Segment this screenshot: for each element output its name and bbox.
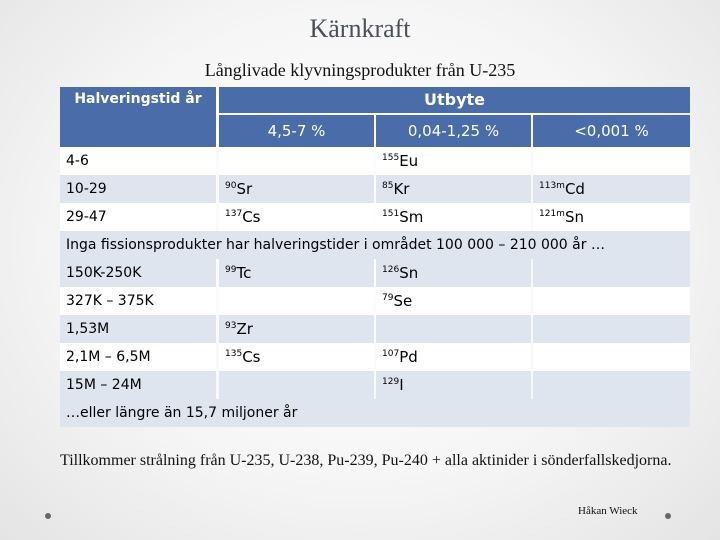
subheader-1-label: 4,5-7 %: [267, 122, 326, 140]
halftime-cell: 2,1M – 6,5M: [60, 343, 216, 371]
nuclide-cell: [219, 259, 374, 287]
note-1-text: Inga fissionsprodukter har halveringstider i området 100 000 – 210 000 år …: [66, 237, 605, 253]
nuclide-mass: 135: [225, 349, 243, 359]
nuclide-symbol: Zr: [236, 320, 253, 338]
nuclide-cell: [376, 343, 531, 371]
header-halveringstid-label: Halveringstid år: [74, 91, 202, 107]
subheader-2-label: 0,04-1,25 %: [407, 122, 500, 140]
nuclide-mass: 121m: [539, 209, 565, 219]
bullet-dot-right: [665, 513, 671, 519]
nuclide-symbol: Cs: [242, 208, 261, 226]
halftime-cell: 4-6: [60, 147, 216, 175]
nuclide-symbol: Eu: [399, 152, 419, 170]
empty-cell: [533, 287, 690, 315]
note-row-1: [60, 231, 690, 259]
author-name: Håkan Wieck: [578, 505, 638, 517]
subheader-1: [219, 115, 374, 147]
nuclide-cell: [376, 147, 531, 175]
note-2-text: …eller längre än 15,7 miljoner år: [66, 405, 298, 421]
subheader-2: [376, 115, 531, 147]
nuclide-mass: 126: [382, 265, 400, 275]
nuclide-mass: 99: [225, 265, 237, 275]
slide-title: Kärnkraft: [309, 14, 411, 43]
halftime-cell: 15M – 24M: [60, 371, 216, 399]
nuclide-cell: [219, 147, 374, 175]
fission-products-table: [60, 87, 690, 427]
nuclide-symbol: Se: [393, 292, 413, 310]
nuclide-cell: [219, 315, 374, 343]
nuclide-symbol: I: [399, 376, 404, 394]
nuclide-symbol: Sn: [564, 208, 584, 226]
halftime-cell: 29-47: [60, 203, 216, 231]
nuclide-cell: [376, 203, 531, 231]
nuclide-mass: 107: [382, 349, 400, 359]
nuclide-symbol: Tc: [236, 264, 252, 282]
nuclide-cell: [376, 175, 531, 203]
nuclide-cell: [376, 259, 531, 287]
header-halveringstid: [60, 87, 216, 147]
halftime-cell: 150K-250K: [60, 259, 216, 287]
nuclide-symbol: Sm: [399, 208, 424, 226]
nuclide-cell: [219, 287, 374, 315]
nuclide-cell: [376, 287, 531, 315]
empty-cell: [533, 315, 690, 343]
nuclide-mass: 113m: [539, 181, 565, 191]
nuclide-cell: [376, 371, 531, 399]
nuclide-cell: [533, 175, 690, 203]
note-row-2: [60, 399, 690, 427]
nuclide-mass: 93: [225, 321, 237, 331]
bullet-dot-left: [45, 513, 51, 519]
footer-note: Tillkommer strålning från U-235, U-238, Pu-239, Pu-240 + alla aktinider i sönderfallskedjorna.: [60, 452, 672, 469]
nuclide-symbol: Kr: [393, 180, 410, 198]
nuclide-cell: [376, 315, 531, 343]
empty-cell: [533, 259, 690, 287]
nuclide-cell: [533, 147, 690, 175]
nuclide-symbol: Cs: [242, 348, 261, 366]
empty-cell: [533, 371, 690, 399]
slide-subtitle: Långlivade klyvningsprodukter från U-235: [204, 60, 516, 80]
nuclide-mass: 155: [382, 153, 400, 163]
nuclide-cell: [219, 203, 374, 231]
halftime-cell: 1,53M: [60, 315, 216, 343]
nuclide-mass: 79: [382, 293, 394, 303]
nuclide-mass: 85: [382, 181, 394, 191]
nuclide-symbol: Sn: [399, 264, 419, 282]
nuclide-cell: [219, 343, 374, 371]
subheader-3-label: <0,001 %: [574, 122, 649, 140]
nuclide-cell: [533, 203, 690, 231]
empty-cell: [533, 343, 690, 371]
halftime-cell: 327K – 375K: [60, 287, 216, 315]
nuclide-mass: 137: [225, 209, 243, 219]
nuclide-symbol: Pd: [399, 348, 418, 366]
subheader-3: [533, 115, 690, 147]
nuclide-cell: [219, 175, 374, 203]
nuclide-cell: [219, 371, 374, 399]
nuclide-symbol: Sr: [236, 180, 253, 198]
nuclide-mass: 129: [382, 377, 400, 387]
halftime-cell: 10-29: [60, 175, 216, 203]
nuclide-symbol: Cd: [564, 180, 585, 198]
header-utbyte-label: Utbyte: [423, 90, 486, 109]
header-utbyte: [219, 87, 690, 113]
nuclide-mass: 90: [225, 181, 237, 191]
nuclide-mass: 151: [382, 209, 400, 219]
